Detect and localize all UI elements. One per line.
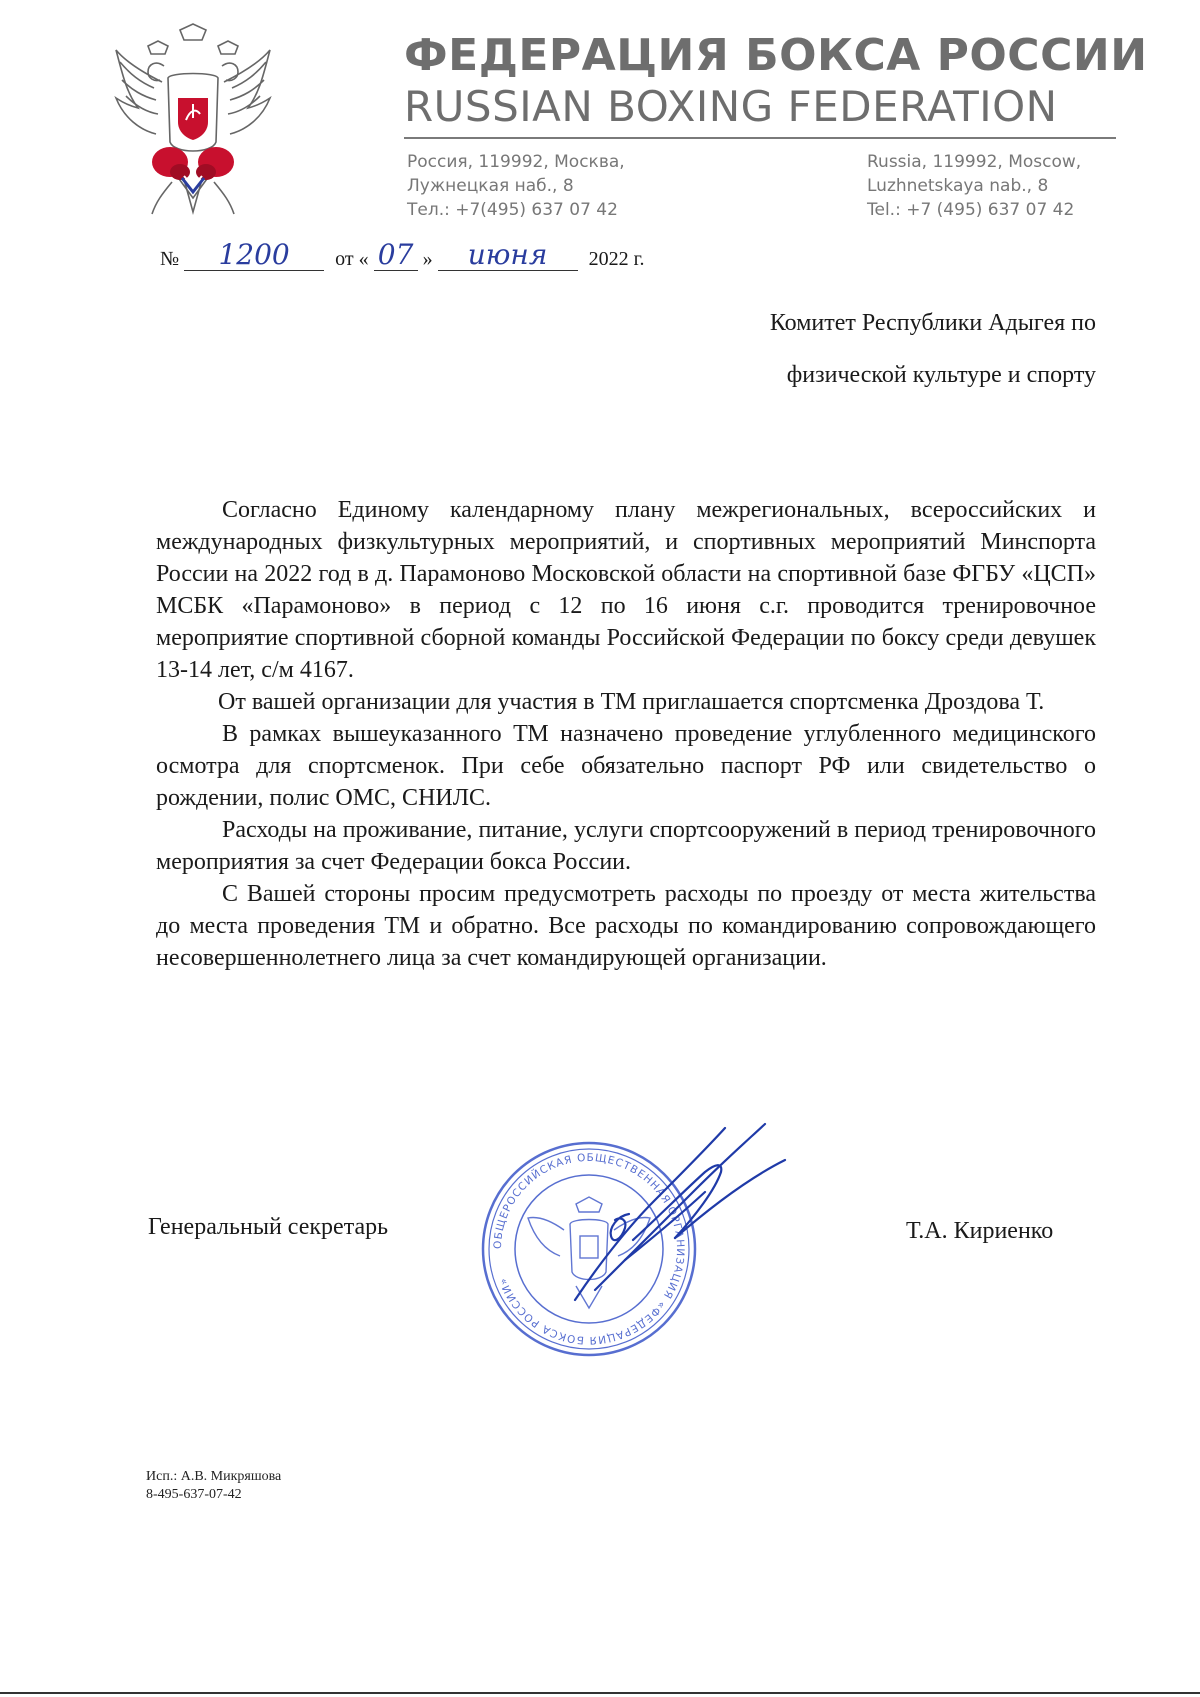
executor-phone: 8-495-637-07-42 bbox=[146, 1487, 242, 1502]
org-name-en: RUSSIAN BOXING FEDERATION bbox=[404, 82, 1058, 131]
address-en bbox=[867, 150, 1081, 222]
address-ru-line: Тел.: +7(495) 637 07 42 bbox=[407, 200, 618, 220]
date-quote-close: » bbox=[422, 248, 433, 270]
page-bottom-border bbox=[0, 1692, 1200, 1694]
registration-number: 1200 bbox=[184, 240, 324, 271]
registration-day: 07 bbox=[374, 240, 418, 271]
letter-body bbox=[156, 494, 1096, 974]
address-en-line: Russia, 119992, Moscow, bbox=[867, 152, 1082, 172]
address-ru-line: Россия, 119992, Москва, bbox=[407, 152, 625, 172]
double-headed-eagle-emblem-icon bbox=[112, 22, 274, 222]
body-paragraph: Согласно Единому календарному плану межрегиональных, всероссийских и международных физкультурных мероприятий, и спортивных мероприятий Минспорта России на 2022 год в д. Парамоново Московской области на спортивной базе ФГБУ «ЦСП» МСБК «Парамоново» в период с 12 по 16 июня с.г. проводится тренировочное мероприятие спортивной сборной команды Российской Федерации по боксу среди девушек 13-14 лет, с/м 4167. bbox=[156, 497, 1096, 683]
signatory-name: Т.А. Кириенко bbox=[906, 1218, 1054, 1244]
address-ru bbox=[407, 150, 625, 222]
executor-block bbox=[146, 1468, 281, 1504]
registration-year: 2022 г. bbox=[588, 248, 645, 270]
recipient-block bbox=[770, 297, 1096, 401]
registration-line bbox=[160, 240, 645, 274]
registration-month: июня bbox=[438, 240, 578, 271]
date-prefix: от « bbox=[335, 248, 369, 270]
body-paragraph: С Вашей стороны просим предусмотреть расходы по проезду от места жительства до места проведения ТМ и обратно. Все расходы по командированию сопровождающего несовершеннолетнего лица за счет командирующей организации. bbox=[156, 881, 1096, 971]
header-divider bbox=[404, 137, 1116, 139]
executor-name: Исп.: А.В. Микряшова bbox=[146, 1469, 282, 1484]
address-ru-line: Лужнецкая наб., 8 bbox=[407, 176, 574, 196]
body-paragraph: В рамках вышеуказанного ТМ назначено проведение углубленного медицинского осмотра для спортсменок. При себе обязательно паспорт РФ или свидетельство о рождении, полис ОМС, СНИЛС. bbox=[156, 721, 1096, 811]
address-en-line: Tel.: +7 (495) 637 07 42 bbox=[867, 200, 1075, 220]
recipient-line: Комитет Республики Адыгея по bbox=[769, 310, 1096, 336]
recipient-line: физической культуре и спорту bbox=[786, 362, 1096, 388]
stamp-ring-text: ОБЩЕРОССИЙСКАЯ ОБЩЕСТВЕННАЯ ОРГАНИЗАЦИЯ «ФЕДЕРАЦИЯ БОКСА РОССИИ» bbox=[491, 1151, 687, 1347]
handwritten-signature-icon bbox=[555, 1120, 795, 1320]
body-paragraph: Расходы на проживание, питание, услуги спортсооружений в период тренировочного мероприятия за счет Федерации бокса России. bbox=[156, 817, 1096, 875]
body-paragraph: От вашей организации для участия в ТМ приглашается спортсменка Дроздова Т. bbox=[218, 689, 1045, 715]
org-name-ru: ФЕДЕРАЦИЯ БОКСА РОССИИ bbox=[404, 30, 1148, 81]
number-label: № bbox=[160, 248, 180, 270]
signatory-title: Генеральный секретарь bbox=[148, 1214, 389, 1240]
address-en-line: Luzhnetskaya nab., 8 bbox=[867, 176, 1049, 196]
